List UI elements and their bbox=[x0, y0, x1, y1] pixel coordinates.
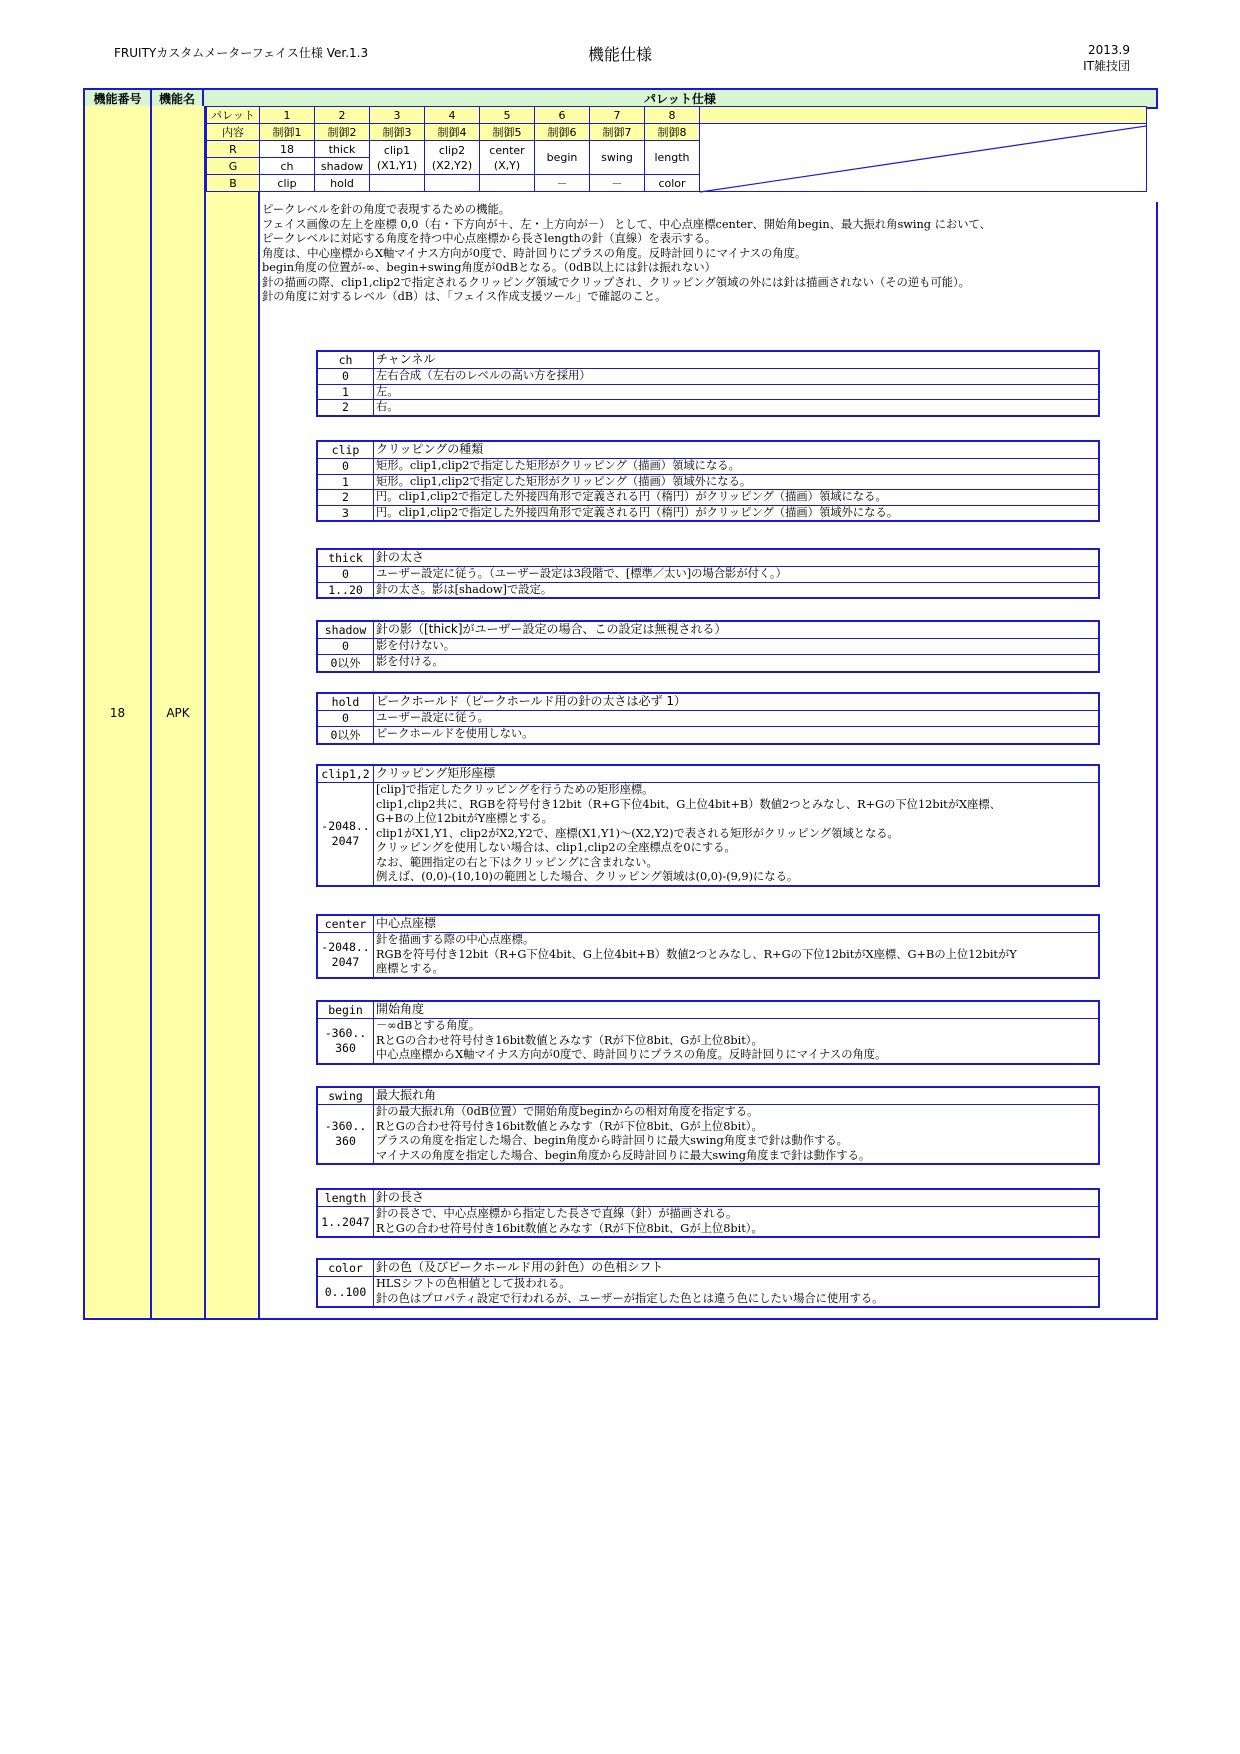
row-key: 0..100 bbox=[318, 1277, 374, 1306]
table-title: 針の長さ bbox=[376, 1190, 425, 1204]
c1-b: clip bbox=[260, 175, 315, 192]
header-function-name: 機能名 bbox=[151, 89, 203, 108]
function-number: 18 bbox=[109, 706, 126, 720]
c7-b: － bbox=[590, 175, 645, 192]
row-value bbox=[374, 1105, 1098, 1163]
row-value: ピークホールドを使用しない。 bbox=[376, 726, 534, 740]
row-value bbox=[374, 1277, 1098, 1306]
row-key: -360.. 360 bbox=[318, 1105, 374, 1163]
function-name-column bbox=[152, 106, 206, 1320]
c4-rg: clip2 (X2,Y2) bbox=[425, 141, 480, 175]
row-value: ユーザー設定に従う。 bbox=[376, 711, 489, 724]
content-cell: 制御2 bbox=[315, 124, 370, 141]
r-label: R bbox=[207, 141, 260, 158]
table-title: クリッピング矩形座標 bbox=[376, 766, 496, 780]
length-table bbox=[316, 1188, 1100, 1238]
row-key: 1..20 bbox=[318, 583, 374, 598]
row-key: 2 bbox=[318, 490, 374, 505]
table-key: hold bbox=[318, 694, 374, 710]
palette-number-row bbox=[207, 107, 1147, 124]
table-title: クリッピングの種類 bbox=[376, 442, 484, 456]
content-cell: 制御1 bbox=[260, 124, 315, 141]
value-line: クリッピングを使用しない場合は、clip1,clip2の全座標点を0にする。 bbox=[376, 841, 736, 854]
table-title: 中心点座標 bbox=[376, 916, 437, 930]
row-value: 右。 bbox=[376, 400, 399, 413]
palette-number: 3 bbox=[370, 107, 425, 124]
row-key: -360.. 360 bbox=[318, 1019, 374, 1063]
c7-rg: swing bbox=[590, 141, 645, 175]
doc-title: FRUITYカスタムメーターフェイス仕様 Ver.1.3 bbox=[114, 46, 369, 60]
table-title: 針の太さ bbox=[376, 550, 425, 564]
row-value: 矩形。clip1,clip2で指定した矩形がクリッピング（描画）領域外になる。 bbox=[376, 474, 752, 488]
header-palette-spec: パレット仕様 bbox=[203, 89, 1157, 108]
value-line: G+Bの上位12bitがY座標とする。 bbox=[376, 812, 553, 825]
description-line: 針の描画の際、clip1,clip2で指定されるクリッピング領域でクリップされ、クリッピング領域の外には針は描画されない（その逆も可能）。 bbox=[262, 275, 970, 289]
c1-g: ch bbox=[260, 158, 315, 175]
row-value: 円。clip1,clip2で指定した外接四角形で定義される円（楕円）がクリッピング（描画）領域になる。 bbox=[376, 490, 887, 503]
value-line: 針の長さで、中心点座標から指定した長さで直線（針）が描画される。 bbox=[376, 1207, 738, 1220]
c8-b: color bbox=[645, 175, 700, 192]
content-cell: 制御4 bbox=[425, 124, 480, 141]
table-title: 開始角度 bbox=[376, 1002, 425, 1016]
row-value: 矩形。clip1,clip2で指定した矩形がクリッピング（描画）領域になる。 bbox=[376, 459, 740, 472]
value-line: clip1,clip2共に、RGBを符号付き12bit（R+G下位4bit、G上位4bit+B）数値2つとみなし、R+Gの下位12bitがX座標、 bbox=[376, 797, 1001, 811]
ch-table bbox=[316, 350, 1100, 417]
c4-b bbox=[425, 175, 480, 192]
function-name: APK bbox=[166, 706, 190, 720]
row-key: 0 bbox=[318, 567, 374, 582]
row-value bbox=[374, 1207, 1098, 1236]
value-line: RGBを符号付き12bit（R+G下位4bit、G上位4bit+B）数値2つとみなし、R+Gの下位12bitがX座標、G+Bの上位12bitがY bbox=[376, 947, 1017, 961]
c2-g: shadow bbox=[315, 158, 370, 175]
content-cell: 制御7 bbox=[590, 124, 645, 141]
hold-table bbox=[316, 692, 1100, 745]
row-value bbox=[374, 933, 1098, 977]
palette-filler bbox=[700, 107, 1147, 124]
c2-b: hold bbox=[315, 175, 370, 192]
value-line: clip1がX1,Y1、clip2がX2,Y2で、座標(X1,Y1)～(X2,Y2)で表される矩形がクリッピング領域となる。 bbox=[376, 826, 899, 840]
row-value: 影を付けない。 bbox=[376, 639, 456, 652]
doc-date: 2013.9 bbox=[1088, 43, 1130, 57]
row-key: -2048.. 2047 bbox=[318, 933, 374, 977]
shadow-table bbox=[316, 620, 1100, 673]
row-value: ユーザー設定に従う。（ユーザー設定は3段階で、[標準／太い]の場合影が付く。） bbox=[376, 567, 787, 580]
content-cell: 制御5 bbox=[480, 124, 535, 141]
center-table bbox=[316, 914, 1100, 979]
table-key: length bbox=[318, 1190, 374, 1206]
value-line: HLSシフトの色相値として扱われる。 bbox=[376, 1277, 571, 1290]
color-table bbox=[316, 1258, 1100, 1308]
content-label: 内容 bbox=[207, 124, 260, 141]
c2-r: thick bbox=[315, 141, 370, 158]
g-label: G bbox=[207, 158, 260, 175]
description-line: フェイス画像の左上を座標 0,0（右・下方向が＋、左・上方向が－） として、中心点座標center、開始角begin、最大振れ角swing において、 bbox=[262, 217, 991, 231]
value-line: 針の最大振れ角（0dB位置）で開始角度beginからの相対角度を指定する。 bbox=[376, 1105, 759, 1118]
c5-rg: center (X,Y) bbox=[480, 141, 535, 175]
row-key: 3 bbox=[318, 506, 374, 521]
doc-meta bbox=[1050, 42, 1130, 74]
description-line: ピークレベルを針の角度で表現するための機能。 bbox=[262, 203, 511, 216]
value-line: 中心点座標からX軸マイナス方向が0度で、時計回りにプラスの角度。反時計回りにマイナスの角度。 bbox=[376, 1048, 887, 1061]
palette-number: 4 bbox=[425, 107, 480, 124]
c3-b bbox=[370, 175, 425, 192]
description-text bbox=[262, 203, 1156, 305]
palette-content-row bbox=[207, 124, 1147, 141]
row-key: 2 bbox=[318, 400, 374, 415]
row-value: 針の太さ。影は[shadow]で設定。 bbox=[376, 582, 553, 596]
thick-table bbox=[316, 548, 1100, 599]
description-line: 針の角度に対するレベル（dB）は、「フェイス作成支援ツール」で確認のこと。 bbox=[262, 290, 667, 303]
value-line: 例えば、(0,0)-(10,10)の範囲とした場合、クリッピング領域は(0,0)-(9,9)になる。 bbox=[376, 870, 799, 883]
row-key: 0以外 bbox=[318, 655, 374, 671]
value-line: マイナスの角度を指定した場合、begin角度から反時計回りに最大swing角度まで針は動作する。 bbox=[376, 1148, 871, 1162]
value-line: RとGの合わせ符号付き16bit数値とみなす（Rが下位8bit、Gが上位8bit）。 bbox=[376, 1119, 763, 1133]
content-cell: 制御3 bbox=[370, 124, 425, 141]
clip-table bbox=[316, 440, 1100, 522]
palette-label-column bbox=[206, 106, 260, 1320]
palette-label: パレット bbox=[207, 107, 260, 124]
row-key: 0 bbox=[318, 459, 374, 474]
table-title: 針の色（及びピークホールド用の針色）の色相シフト bbox=[376, 1260, 664, 1274]
value-line: －∞dBとする角度。 bbox=[376, 1019, 481, 1032]
b-label: B bbox=[207, 175, 260, 192]
begin-table bbox=[316, 1000, 1100, 1065]
clip12-table bbox=[316, 764, 1100, 887]
c3-rg: clip1 (X1,Y1) bbox=[370, 141, 425, 175]
table-key: ch bbox=[318, 352, 374, 368]
palette-number: 8 bbox=[645, 107, 700, 124]
palette-number: 5 bbox=[480, 107, 535, 124]
table-key: swing bbox=[318, 1088, 374, 1104]
row-value: 左右合成（左右のレベルの高い方を採用） bbox=[376, 369, 591, 382]
description-line: begin角度の位置が-∞、begin+swing角度が0dBとなる。（0dB以上には針は振れない） bbox=[262, 261, 716, 274]
c5-b bbox=[480, 175, 535, 192]
table-title: 最大振れ角 bbox=[376, 1088, 437, 1102]
table-title: 針の影（[thick]がユーザー設定の場合、この設定は無視される） bbox=[376, 622, 727, 636]
content-cell: 制御6 bbox=[535, 124, 590, 141]
palette-diagonal-blank bbox=[700, 124, 1147, 192]
diagonal-line bbox=[700, 124, 1146, 194]
table-key: clip1,2 bbox=[318, 766, 374, 782]
row-key: 0 bbox=[318, 711, 374, 726]
content-cell: 制御8 bbox=[645, 124, 700, 141]
function-number-column bbox=[83, 106, 152, 1320]
palette-table bbox=[206, 106, 1147, 192]
c6-b: － bbox=[535, 175, 590, 192]
c8-rg: length bbox=[645, 141, 700, 175]
row-value: 円。clip1,clip2で指定した外接四角形で定義される円（楕円）がクリッピング（描画）領域外になる。 bbox=[376, 505, 899, 519]
table-key: begin bbox=[318, 1002, 374, 1018]
table-key: center bbox=[318, 916, 374, 932]
row-value: 影を付ける。 bbox=[376, 654, 444, 668]
row-value: 左。 bbox=[376, 384, 399, 398]
value-line: 座標とする。 bbox=[376, 962, 444, 975]
row-value bbox=[374, 1019, 1098, 1063]
value-line: なお、範囲指定の右と下はクリッピングに含まれない。 bbox=[376, 855, 658, 869]
row-key: 1 bbox=[318, 475, 374, 490]
table-key: color bbox=[318, 1260, 374, 1276]
row-key: 0 bbox=[318, 639, 374, 654]
palette-number: 1 bbox=[260, 107, 315, 124]
row-key: 0 bbox=[318, 369, 374, 384]
row-key: 1..2047 bbox=[318, 1207, 374, 1236]
table-key: thick bbox=[318, 550, 374, 566]
section-title: 機能仕様 bbox=[587, 45, 652, 64]
row-key: -2048.. 2047 bbox=[318, 783, 374, 885]
row-key: 1 bbox=[318, 385, 374, 400]
palette-number: 2 bbox=[315, 107, 370, 124]
header-function-number: 機能番号 bbox=[84, 89, 151, 108]
table-title: ピークホールド（ピークホールド用の針の太さは必ず 1） bbox=[376, 694, 687, 708]
doc-org: IT雑技団 bbox=[1083, 59, 1130, 73]
palette-number: 7 bbox=[590, 107, 645, 124]
description-line: ピークレベルに対応する角度を持つ中心点座標から長さlengthの針（直線）を表示する。 bbox=[262, 232, 717, 245]
value-line: 針を描画する際の中心点座標。 bbox=[376, 933, 535, 946]
table-title: チャンネル bbox=[376, 352, 436, 366]
description-line: 角度は、中心座標からX軸マイナス方向が0度で、時計回りにプラスの角度。反時計回りにマイナスの角度。 bbox=[262, 246, 807, 260]
table-key: clip bbox=[318, 442, 374, 458]
c1-r: 18 bbox=[260, 141, 315, 158]
c6-rg: begin bbox=[535, 141, 590, 175]
value-line: [clip]で指定したクリッピングを行うための矩形座標。 bbox=[376, 783, 654, 796]
swing-table bbox=[316, 1086, 1100, 1165]
value-line: プラスの角度を指定した場合、begin角度から時計回りに最大swing角度まで針は動作する。 bbox=[376, 1134, 848, 1147]
value-line: RとGの合わせ符号付き16bit数値とみなす（Rが下位8bit、Gが上位8bit）。 bbox=[376, 1221, 763, 1235]
row-value bbox=[374, 783, 1098, 885]
value-line: 針の色はプロパティ設定で行われるが、ユーザーが指定した色とは違う色にしたい場合に使用する。 bbox=[376, 1291, 884, 1305]
palette-number: 6 bbox=[535, 107, 590, 124]
row-key: 0以外 bbox=[318, 727, 374, 743]
table-key: shadow bbox=[318, 622, 374, 638]
value-line: RとGの合わせ符号付き16bit数値とみなす（Rが下位8bit、Gが上位8bit）。 bbox=[376, 1033, 763, 1047]
